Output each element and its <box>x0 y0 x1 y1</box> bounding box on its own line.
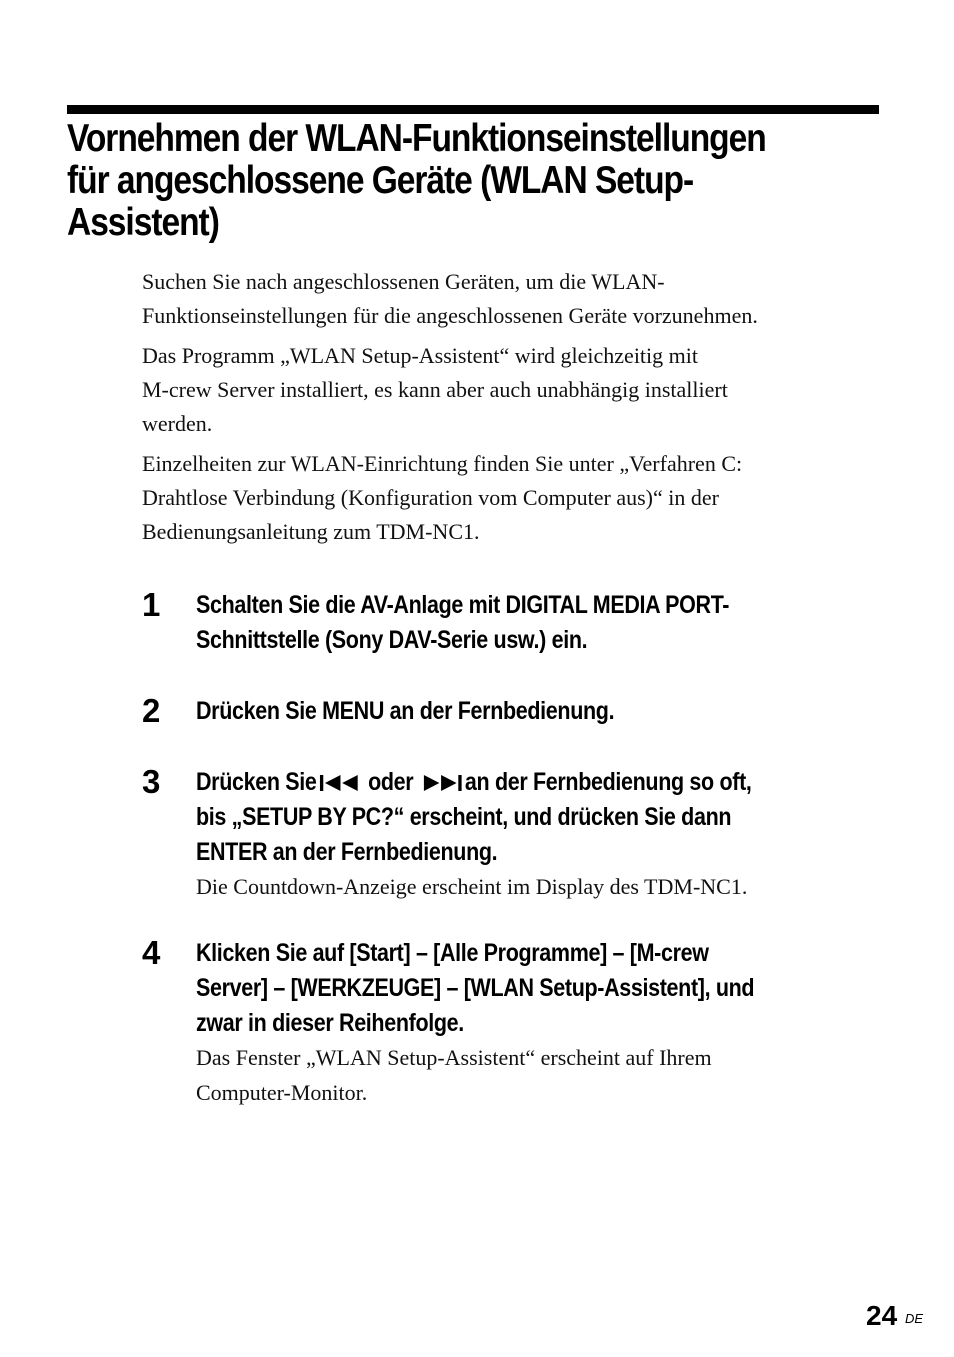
page-title <box>67 118 789 244</box>
step-heading <box>196 765 884 870</box>
step-heading <box>196 936 884 1041</box>
intro-paragraph-3 <box>142 447 902 549</box>
previous-track-icon <box>320 773 365 793</box>
text-line: Einzelheiten zur WLAN-Einrichtung finden Sie unter „Verfahren C: <box>142 451 743 476</box>
step-heading-line: bis „SETUP BY PC?“ erscheint, und drücken Sie dann <box>196 803 732 831</box>
intro-paragraph-2 <box>142 339 902 441</box>
step-heading-line: Klicken Sie auf [Start] – [Alle Programme] – [M-crew <box>196 939 709 967</box>
page-title-line: Assistent) <box>67 201 219 244</box>
step-note <box>196 1040 916 1110</box>
page-number: 24 <box>866 1300 898 1331</box>
step-heading-line: zwar in dieser Reihenfolge. <box>196 1009 464 1037</box>
step-note <box>196 869 916 904</box>
text-line: Bedienungsanleitung zum TDM-NC1. <box>142 519 480 544</box>
text-line: Das Programm „WLAN Setup-Assistent“ wird gleichzeitig mit <box>142 343 698 368</box>
step-heading-line: Schnittstelle (Sony DAV-Serie usw.) ein. <box>196 626 588 654</box>
step-note-line: Computer-Monitor. <box>196 1080 368 1105</box>
text-line: M-crew Server installiert, es kann aber auch unabhängig installiert <box>142 377 728 402</box>
step-heading-line: Schalten Sie die AV-Anlage mit DIGITAL MEDIA PORT- <box>196 591 730 619</box>
text-line: werden. <box>142 411 213 436</box>
step-note-line: Das Fenster „WLAN Setup-Assistent“ erscheint auf Ihrem <box>196 1045 712 1070</box>
step-number: 2 <box>142 692 161 729</box>
next-track-icon <box>417 773 462 793</box>
text-line: Funktionseinstellungen für die angeschlossenen Geräte vorzunehmen. <box>142 303 758 328</box>
step-heading-line: ENTER an der Fernbedienung. <box>196 838 498 866</box>
step-heading-line: Server] – [WERKZEUGE] – [WLAN Setup-Assistent], und <box>196 974 755 1002</box>
step-heading-line: Drücken Sie MENU an der Fernbedienung. <box>196 697 615 725</box>
page-language-suffix: DE <box>905 1311 924 1326</box>
title-rule <box>67 105 879 114</box>
step-heading <box>196 588 884 658</box>
intro-paragraph-1 <box>142 265 902 333</box>
page-title-line: für angeschlossene Geräte (WLAN Setup- <box>67 159 694 202</box>
step-note-line: Die Countdown-Anzeige erscheint im Display des TDM-NC1. <box>196 874 748 899</box>
step-number: 1 <box>142 586 161 623</box>
step-heading-line <box>196 765 884 800</box>
text-line: Suchen Sie nach angeschlossenen Geräten, um die WLAN- <box>142 269 665 294</box>
step-heading-text: oder <box>368 768 414 796</box>
step-number: 4 <box>142 934 161 971</box>
page-title-line: Vornehmen der WLAN-Funktionseinstellungen <box>67 117 766 160</box>
step-number: 3 <box>142 763 161 800</box>
step-heading-text: Drücken Sie <box>196 768 317 796</box>
step-heading <box>196 694 884 729</box>
text-line: Drahtlose Verbindung (Konfiguration vom Computer aus)“ in der <box>142 485 719 510</box>
step-heading-text: an der Fernbedienung so oft, <box>464 768 752 796</box>
